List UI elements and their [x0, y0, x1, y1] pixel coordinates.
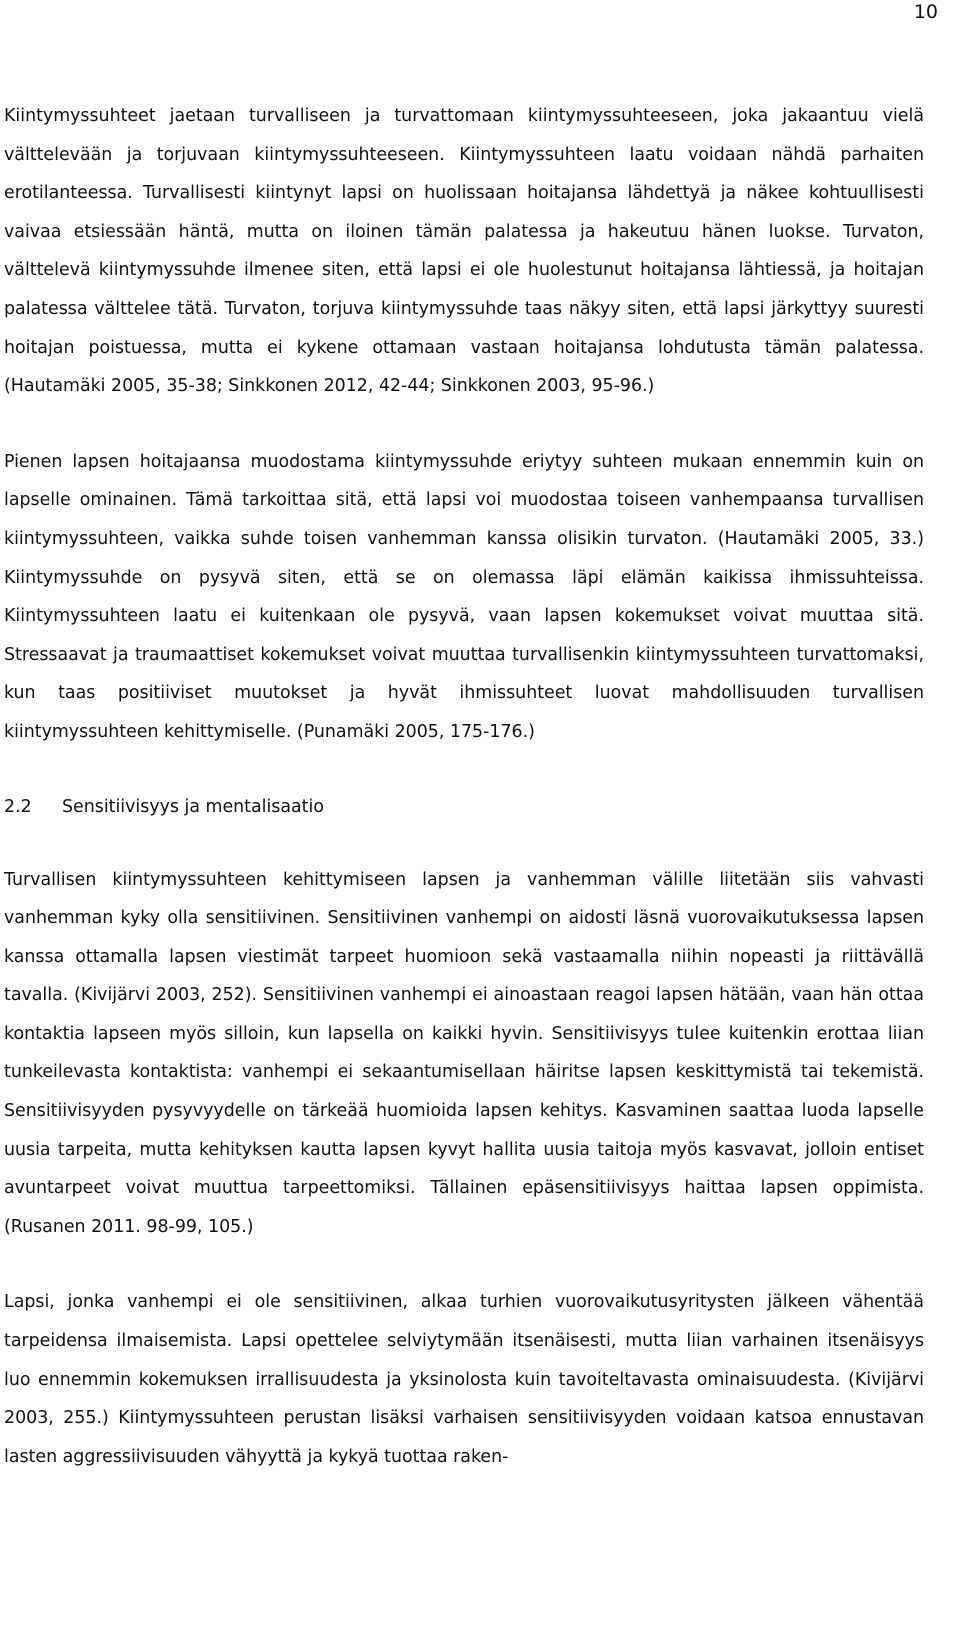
document-body — [4, 97, 924, 1476]
paragraph-attachment-types: Kiintymyssuhteet jaetaan turvalliseen ja turvattomaan kiintymyssuhteeseen, joka jakaantuu vielä välttelevään ja torjuvaan kiintymyssuhteeseen. Kiintymyssuhteen laatu voidaan nähdä parhaiten erotilanteessa. Turvallisesti kiintynyt lapsi on huolissaan hoitajansa lähdettyä ja näkee kohtuullisesti vaivaa etsiessään häntä, mutta on iloinen tämän palatessa ja hakeutuu hänen luokse. Turvaton, välttelevä kiintymyssuhde ilmenee siten, että lapsi ei ole huolestunut hoitajansa lähtiessä, ja hoitajan palatessa välttelee tätä. Turvaton, torjuva kiintymyssuhde taas näkyy siten, että lapsi järkyttyy suuresti hoitajan poistuessa, mutta ei kykene ottamaan vastaan hoitajansa lohdutusta tämän palatessa. (Hautamäki 2005, 35-38; Sinkkonen 2012, 42-44; Sinkkonen 2003, 95-96.) — [4, 106, 924, 397]
section-title: Sensitiivisyys ja mentalisaatio — [62, 796, 324, 817]
paragraph-insensitive-parent: Lapsi, jonka vanhempi ei ole sensitiivinen, alkaa turhien vuorovaikutusyritysten jälkeen vähentää tarpeidensa ilmaisemista. Lapsi opettelee selviytymään itsenäisesti, mutta liian varhainen itsenäisyys luo ennemmin kokemuksen irrallisuudesta ja yksinolosta kuin tavoiteltavasta ominaisuudesta. (Kivijärvi 2003, 255.) Kiintymyssuhteen perustan lisäksi varhaisen sensitiivisyyden voidaan katsoa ennustavan lasten aggressiivisuuden vähyyttä ja kykyä tuottaa raken- — [4, 1292, 924, 1467]
section-number: 2.2 — [4, 796, 32, 817]
section-heading — [4, 788, 924, 826]
page-number: 10 — [913, 1, 938, 23]
paragraph-attachment-permanence: Pienen lapsen hoitajaansa muodostama kiintymyssuhde eriytyy suhteen mukaan ennemmin kuin on lapselle ominainen. Tämä tarkoittaa sitä, että lapsi voi muodostaa toiseen vanhempaansa turvallisen kiintymyssuhteen, vaikka suhde toisen vanhemman kanssa olisikin turvaton. (Hautamäki 2005, 33.) Kiintymyssuhde on pysyvä siten, että se on olemassa läpi elämän kaikissa ihmissuhteissa. Kiintymyssuhteen laatu ei kuitenkaan ole pysyvä, vaan lapsen kokemukset voivat muuttaa sitä. Stressaavat ja traumaattiset kokemukset voivat muuttaa turvallisenkin kiintymyssuhteen turvattomaksi, kun taas positiiviset muutokset ja hyvät ihmissuhteet luovat mahdollisuuden turvallisen kiintymyssuhteen kehittymiselle. (Punamäki 2005, 175-176.) — [4, 451, 924, 742]
paragraph-sensitivity: Turvallisen kiintymyssuhteen kehittymiseen lapsen ja vanhemman välille liitetään siis vahvasti vanhemman kyky olla sensitiivinen. Sensitiivinen vanhempi on aidosti läsnä vuorovaikutuksessa lapsen kanssa ottamalla lapsen viestimät tarpeet huomioon sekä vastaamalla niihin nopeasti ja riittävällä tavalla. (Kivijärvi 2003, 252). Sensitiivinen vanhempi ei ainoastaan reagoi lapsen hätään, vaan hän ottaa kontaktia lapseen myös silloin, kun lapsella on kaikki hyvin. Sensitiivisyys tulee kuitenkin erottaa liian tunkeilevasta kontaktista: vanhempi ei sekaantumisellaan häiritse lapsen keskittymistä tai tekemistä. Sensitiivisyyden pysyvyydelle on tärkeää huomioida lapsen kehitys. Kasvaminen saattaa luoda lapselle uusia tarpeita, mutta kehityksen kautta lapsen kyvyt hallita uusia taitoja myös kasvavat, jolloin entiset avuntarpeet voivat muuttua tarpeettomiksi. Tällainen epäsensitiivisyys haittaa lapsen oppimista. (Rusanen 2011. 98-99, 105.) — [4, 869, 924, 1237]
